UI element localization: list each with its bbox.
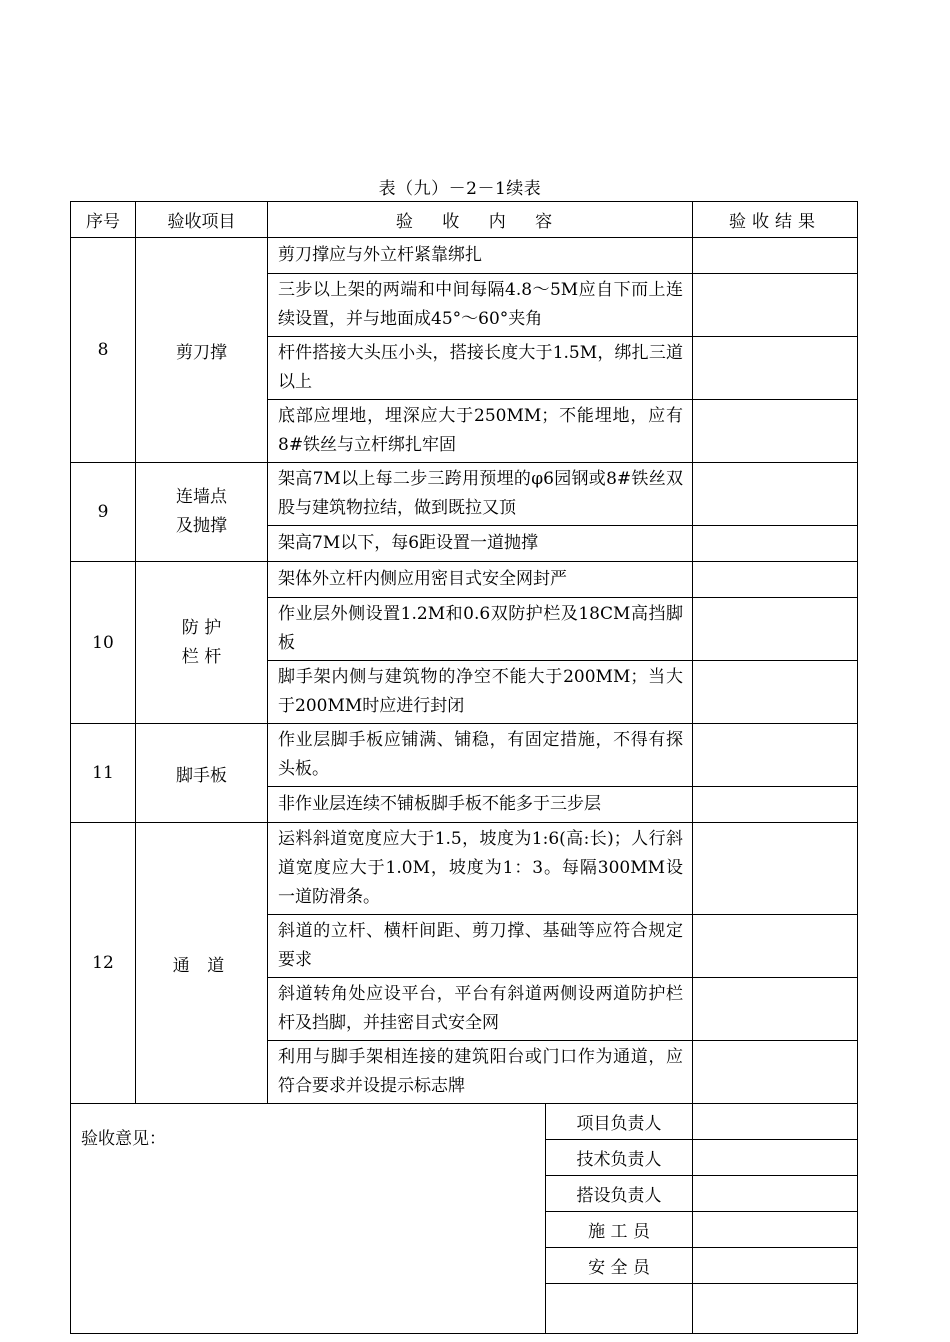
content-cell: 斜道的立杆、横杆间距、剪刀撑、基础等应符合规定要求 [268, 915, 693, 978]
table-row [71, 562, 858, 598]
group-item-line: 及抛撑 [176, 516, 227, 536]
result-cell[interactable] [693, 400, 858, 463]
result-cell[interactable] [693, 1041, 858, 1104]
acceptance-table [70, 201, 858, 1334]
header-row [71, 202, 858, 238]
group-no: 9 [71, 463, 136, 562]
role-label: 安 全 员 [546, 1248, 693, 1284]
table-row [71, 724, 858, 787]
content-cell: 架体外立杆内侧应用密目式安全网封严 [268, 562, 693, 598]
content-cell: 架高7M以下，每6距设置一道抛撑 [268, 526, 693, 562]
header-result: 验收结果 [693, 202, 858, 238]
content-cell: 底部应埋地，埋深应大于250MM；不能埋地，应有8#铁丝与立杆绑扎牢固 [268, 400, 693, 463]
header-no: 序号 [71, 202, 136, 238]
content-cell: 非作业层连续不铺板脚手板不能多于三步层 [268, 787, 693, 823]
result-cell[interactable] [693, 787, 858, 823]
table-row [71, 238, 858, 274]
role-label [546, 1284, 693, 1334]
group-item-line: 连墙点 [176, 487, 227, 507]
group-no: 12 [71, 823, 136, 1104]
result-cell[interactable] [693, 463, 858, 526]
result-cell[interactable] [693, 915, 858, 978]
signature-cell[interactable] [693, 1140, 858, 1176]
content-cell: 剪刀撑应与外立杆紧靠绑扎 [268, 238, 693, 274]
content-cell: 架高7M以上每二步三跨用预埋的φ6园钢或8#铁丝双股与建筑物拉结，做到既拉又顶 [268, 463, 693, 526]
signoff-row [71, 1104, 858, 1140]
result-cell[interactable] [693, 823, 858, 915]
result-cell[interactable] [693, 661, 858, 724]
role-label: 搭设负责人 [546, 1176, 693, 1212]
table-caption: 表（九）－2－1续表 [378, 179, 542, 199]
content-cell: 利用与脚手架相连接的建筑阳台或门口作为通道，应符合要求并设提示标志牌 [268, 1041, 693, 1104]
group-item: 剪刀撑 [136, 238, 268, 463]
content-cell: 三步以上架的两端和中间每隔4.8～5M应自下而上连续设置，并与地面成45°～60°夹角 [268, 274, 693, 337]
content-cell: 运料斜道宽度应大于1.5，坡度为1:6(高:长)；人行斜道宽度应大于1.0M，坡度为1：3。每隔300MM设一道防滑条。 [268, 823, 693, 915]
signature-cell[interactable] [693, 1248, 858, 1284]
table-row [71, 823, 858, 915]
result-cell[interactable] [693, 978, 858, 1041]
opinion-label: 验收意见： [81, 1129, 166, 1149]
group-item [136, 463, 268, 562]
group-no: 10 [71, 562, 136, 724]
group-item: 脚手板 [136, 724, 268, 823]
result-cell[interactable] [693, 724, 858, 787]
group-item: 通 道 [136, 823, 268, 1104]
header-content: 验 收 内 容 [268, 202, 693, 238]
group-no: 11 [71, 724, 136, 823]
result-cell[interactable] [693, 598, 858, 661]
table-row [71, 463, 858, 526]
role-label: 施 工 员 [546, 1212, 693, 1248]
signature-cell[interactable] [693, 1176, 858, 1212]
role-label: 项目负责人 [546, 1104, 693, 1140]
content-cell: 斜道转角处应设平台，平台有斜道两侧设两道防护栏杆及挡脚，并挂密目式安全网 [268, 978, 693, 1041]
group-no: 8 [71, 238, 136, 463]
result-cell[interactable] [693, 562, 858, 598]
result-cell[interactable] [693, 274, 858, 337]
content-cell: 作业层外侧设置1.2M和0.6双防护栏及18CM高挡脚板 [268, 598, 693, 661]
content-cell: 杆件搭接大头压小头，搭接长度大于1.5M，绑扎三道以上 [268, 337, 693, 400]
opinion-cell[interactable] [71, 1104, 546, 1334]
content-cell: 脚手架内侧与建筑物的净空不能大于200MM；当大于200MM时应进行封闭 [268, 661, 693, 724]
signature-cell[interactable] [693, 1104, 858, 1140]
group-item [136, 562, 268, 724]
result-cell[interactable] [693, 238, 858, 274]
header-item: 验收项目 [136, 202, 268, 238]
signature-cell[interactable] [693, 1284, 858, 1334]
signature-cell[interactable] [693, 1212, 858, 1248]
group-item-line: 栏 杆 [181, 646, 222, 667]
group-item-line: 防 护 [181, 617, 222, 638]
result-cell[interactable] [693, 526, 858, 562]
role-label: 技术负责人 [546, 1140, 693, 1176]
content-cell: 作业层脚手板应铺满、铺稳，有固定措施，不得有探头板。 [268, 724, 693, 787]
result-cell[interactable] [693, 337, 858, 400]
